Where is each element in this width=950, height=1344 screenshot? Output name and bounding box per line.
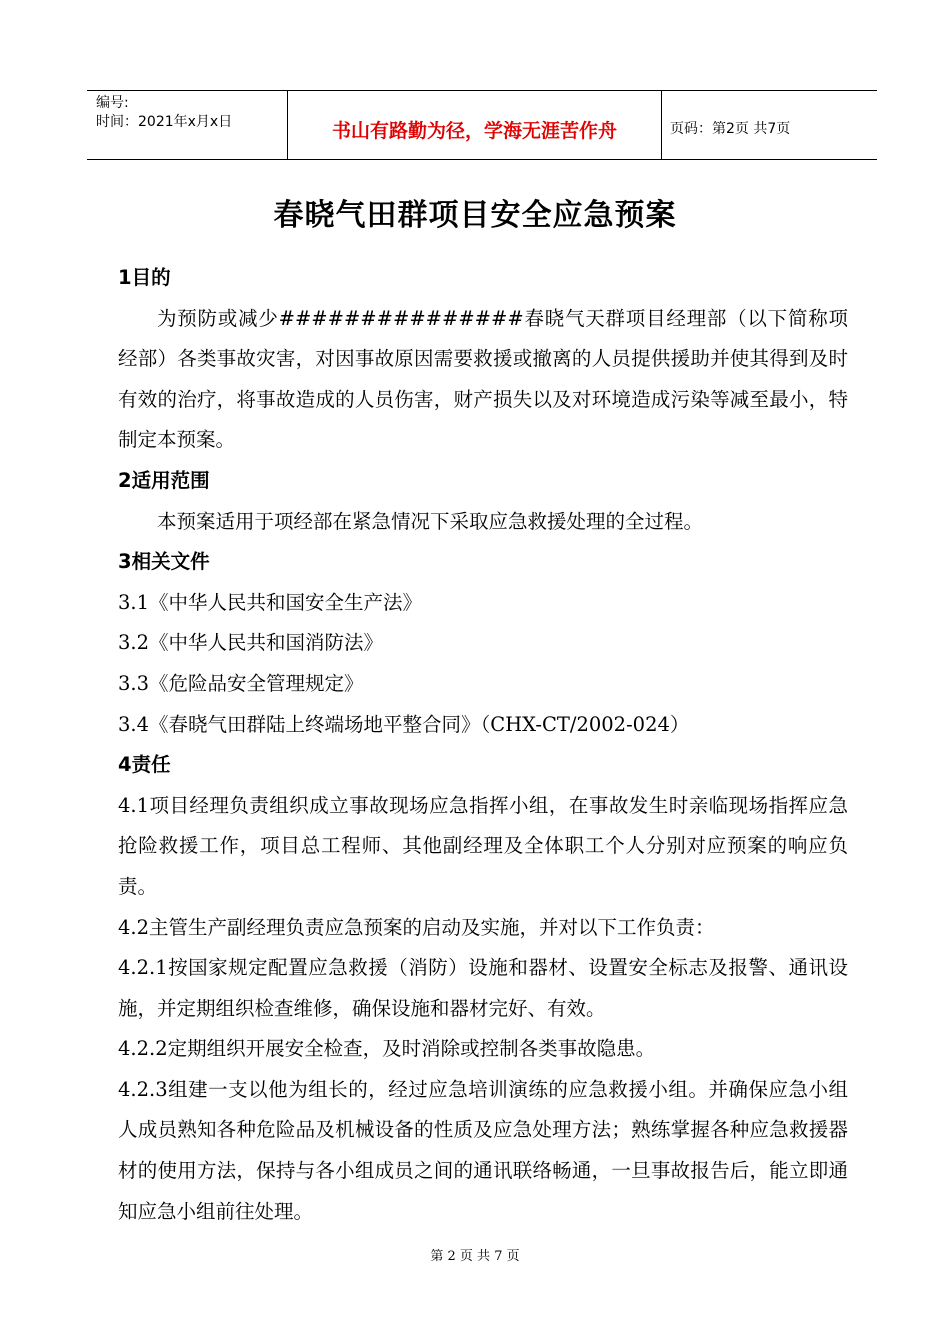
document-body xyxy=(118,258,848,1232)
document-time-label: 时间：2021年x月x日 xyxy=(96,114,233,130)
header-page-label: 页码：第2页 共7页 xyxy=(670,121,791,137)
page-footer: 第 2 页 共 7 页 xyxy=(430,1249,520,1264)
reference-item: 3.4《春晓气田群陆上终端场地平整合同》（CHX-CT/2002-024） xyxy=(118,712,690,736)
reference-item: 3.3《危险品安全管理规定》 xyxy=(118,671,364,695)
document-number-label: 编号: xyxy=(96,95,129,111)
clause-4-2-3: 4.2.3组建一支以他为组长的，经过应急培训演练的应急救援小组。并确保应急小组人成员熟知各种危险品及机械设备的性质及应急处理方法；熟练掌握各种应急救援器材的使用方法，保持与各小组成员之间的通讯联络畅通，一旦事故报告后，能立即通知应急小组前往处理。 xyxy=(118,1077,848,1223)
clause-4-2-1: 4.2.1按国家规定配置应急救援（消防）设施和器材、设置安全标志及报警、通讯设施，并定期组织检查维修，确保设施和器材完好、有效。 xyxy=(118,956,848,1020)
section-1-body: 为预防或减少###############春晓气天群项目经理部（以下简称项经部）各类事故灾害，对因事故原因需要救援或撤离的人员提供援助并使其得到及时有效的治疗，将事故造成的人员伤害，财产损失以及对环境造成污染等减至最小，特制定本预案。 xyxy=(118,306,848,452)
clause-4-2: 4.2主管生产副经理负责应急预案的启动及实施，并对以下工作负责： xyxy=(118,915,715,939)
document-title: 春晓气田群项目安全应急预案 xyxy=(273,198,677,233)
clause-4-1: 4.1项目经理负责组织成立事故现场应急指挥小组，在事故发生时亲临现场指挥应急抢险救援工作，项目总工程师、其他副经理及全体职工个人分别对应预案的响应负责。 xyxy=(118,793,848,898)
reference-item: 3.2《中华人民共和国消防法》 xyxy=(118,631,384,655)
section-2-body: 本预案适用于项经部在紧急情况下采取应急救援处理的全过程。 xyxy=(157,509,704,533)
document-header xyxy=(87,90,877,160)
section-2-heading: 2适用范围 xyxy=(118,468,210,492)
clause-4-2-2: 4.2.2定期组织开展安全检查，及时消除或控制各类事故隐患。 xyxy=(118,1037,656,1061)
section-1-heading: 1目的 xyxy=(118,266,171,289)
section-4-heading: 4责任 xyxy=(118,753,171,777)
reference-item: 3.1《中华人民共和国安全生产法》 xyxy=(118,590,423,614)
header-motto: 书山有路勤为径，学海无涯苦作舟 xyxy=(288,91,662,159)
section-3-heading: 3相关文件 xyxy=(118,550,210,574)
header-meta-cell xyxy=(87,91,288,159)
